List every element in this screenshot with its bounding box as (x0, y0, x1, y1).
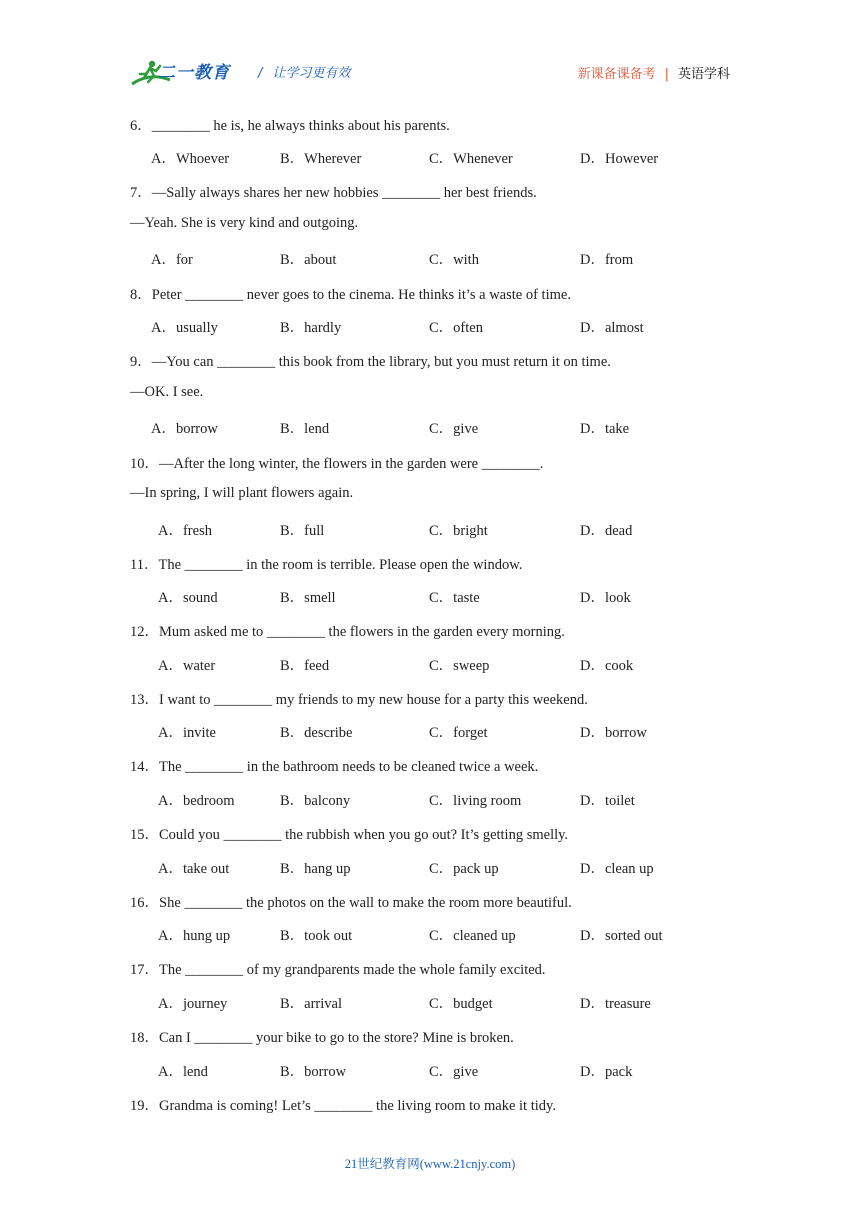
question-9-option-c: C．give (429, 421, 479, 437)
question-15-stem: 15．Could you ________ the rubbish when you go out? It’s getting smelly. (130, 827, 569, 843)
question-7-option-c: C．with (429, 252, 479, 268)
question-8-stem: 8．Peter ________ never goes to the cinema. He thinks it’s a waste of time. (130, 287, 571, 303)
question-10-options (0, 519, 860, 539)
question-8-option-b: B．hardly (280, 320, 342, 336)
question-12-option-b: B．feed (280, 658, 330, 674)
question-13-option-c: C．forget (429, 725, 488, 741)
question-8-option-c: C．often (429, 320, 483, 336)
question-16-option-a: A．hung up (158, 928, 231, 944)
slogan-slash: / (258, 66, 263, 81)
question-15-option-c: C．pack up (429, 861, 499, 877)
question-8-option-d: D．almost (580, 320, 644, 336)
question-10-option-b: B．full (280, 523, 325, 539)
question-7-options (0, 248, 860, 268)
question-6-options (0, 147, 860, 167)
question-17-stem: 17．The ________ of my grandparents made the whole family excited. (130, 962, 546, 978)
question-15-option-d: D．clean up (580, 861, 654, 877)
header-right (578, 63, 730, 82)
question-11-option-c: C．taste (429, 590, 480, 606)
question-7-option-d: D．from (580, 252, 634, 268)
question-14-option-d: D．toilet (580, 793, 635, 809)
question-17-option-b: B．arrival (280, 996, 343, 1012)
question-16-option-d: D．sorted out (580, 928, 663, 944)
question-17-options (0, 992, 860, 1012)
question-9-option-b: B．lend (280, 421, 330, 437)
question-14-options (0, 789, 860, 809)
question-18-option-d: D．pack (580, 1064, 633, 1080)
question-7-option-b: B．about (280, 252, 337, 268)
course-label: 新课备课备考 (577, 67, 656, 82)
question-18-option-c: C．give (429, 1064, 479, 1080)
question-13-option-a: A．invite (158, 725, 216, 741)
question-11-stem: 11．The ________ in the room is terrible. Please open the window. (130, 557, 523, 573)
question-14-option-b: B．balcony (280, 793, 351, 809)
question-15-options (0, 857, 860, 877)
question-10-option-c: C．bright (429, 523, 488, 539)
question-9-reply: —OK. I see. (130, 384, 204, 400)
question-6-stem: 6．________ he is, he always thinks about his parents. (130, 118, 450, 134)
question-18-option-a: A．lend (158, 1064, 208, 1080)
question-11-option-a: A．sound (158, 590, 218, 606)
page-footer: 21世纪教育网(www.21cnjy.com) (344, 1157, 516, 1171)
question-13-options (0, 721, 860, 741)
question-6-option-c: C．Whenever (429, 151, 513, 167)
question-18-stem: 18．Can I ________ your bike to go to the store? Mine is broken. (130, 1030, 514, 1046)
header-divider: | (664, 67, 669, 82)
question-16-options (0, 924, 860, 944)
question-17-option-c: C．budget (429, 996, 493, 1012)
question-19-stem: 19．Grandma is coming! Let’s ________ the living room to make it tidy. (130, 1098, 556, 1114)
question-7-reply: —Yeah. She is very kind and outgoing. (130, 215, 359, 231)
question-7-option-a: A．for (151, 252, 193, 268)
question-13-stem: 13．I want to ________ my friends to my new house for a party this weekend. (130, 692, 588, 708)
question-12-option-d: D．cook (580, 658, 634, 674)
question-11-option-b: B．smell (280, 590, 336, 606)
question-12-options (0, 654, 860, 674)
question-18-options (0, 1060, 860, 1080)
question-15-option-b: B．hang up (280, 861, 351, 877)
slogan-text: 让学习更有效 (272, 66, 351, 81)
question-17-option-a: A．journey (158, 996, 228, 1012)
question-8-options (0, 316, 860, 336)
question-10-option-d: D．dead (580, 523, 633, 539)
question-6-option-b: B．Wherever (280, 151, 362, 167)
question-10-stem: 10．—After the long winter, the flowers in the garden were ________. (130, 456, 544, 472)
question-10-option-a: A．fresh (158, 523, 212, 539)
question-14-stem: 14．The ________ in the bathroom needs to be cleaned twice a week. (130, 759, 539, 775)
question-13-option-b: B．describe (280, 725, 353, 741)
question-10-reply: —In spring, I will plant flowers again. (130, 485, 354, 501)
question-6-option-d: D．However (580, 151, 659, 167)
question-9-option-d: D．take (580, 421, 630, 437)
question-14-option-c: C．living room (429, 793, 522, 809)
question-16-option-b: B．took out (280, 928, 353, 944)
question-18-option-b: B．borrow (280, 1064, 347, 1080)
question-14-option-a: A．bedroom (158, 793, 235, 809)
slogan (258, 62, 350, 81)
question-11-option-d: D．look (580, 590, 631, 606)
question-9-options (0, 417, 860, 437)
question-12-option-a: A．water (158, 658, 216, 674)
question-9-stem: 9．—You can ________ this book from the library, but you must return it on time. (130, 354, 611, 370)
question-12-stem: 12．Mum asked me to ________ the flowers in the garden every morning. (130, 624, 565, 640)
question-9-option-a: A．borrow (151, 421, 218, 437)
question-15-option-a: A．take out (158, 861, 230, 877)
question-16-stem: 16．She ________ the photos on the wall to make the room more beautiful. (130, 895, 572, 911)
question-17-option-d: D．treasure (580, 996, 651, 1012)
question-7-stem: 7．—Sally always shares her new hobbies ________ her best friends. (130, 185, 537, 201)
question-11-options (0, 586, 860, 606)
question-13-option-d: D．borrow (580, 725, 647, 741)
question-12-option-c: C．sweep (429, 658, 490, 674)
question-16-option-c: C．cleaned up (429, 928, 516, 944)
logo-text: 二一教育 (158, 63, 230, 83)
question-6-option-a: A．Whoever (151, 151, 230, 167)
page-header (130, 52, 730, 94)
subject-label: 英语学科 (677, 67, 730, 82)
question-8-option-a: A．usually (151, 320, 218, 336)
